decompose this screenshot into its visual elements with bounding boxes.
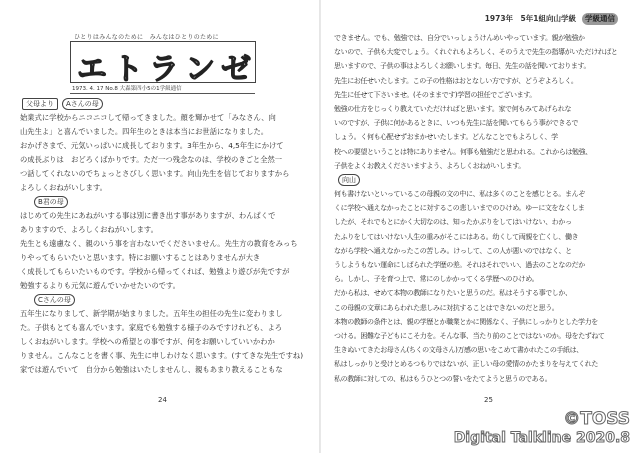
text-line: 何も書けないといっているこの母親の文の中に、私は多くのことを感じとる。まんぞ: [334, 190, 585, 199]
text-line: 先生にお任せいたします。この子の性格はおとなしい方ですが、どうぞよろしく。: [334, 76, 578, 85]
text-line: ないので、子供も大変でしょう。くれぐれもよろしく、そのうえで先生の指導がいただければと: [334, 48, 618, 57]
newsletter-title: エトランゼ: [77, 52, 257, 87]
text-line: 子供をよくお教えくださいますよう、よろしくおねがいします。: [334, 161, 525, 170]
section-tag: B君の母: [34, 196, 68, 208]
newsletter-title-box: [70, 41, 257, 87]
text-line: できません。でも、勉強では、自分でいっしょうけんめいやっています。親が勉強か: [334, 34, 585, 42]
text-line: ら。しかし、子を育つ上で、常にのしかかってくる学歴へのひけめ。: [334, 275, 539, 284]
text-line: の成長ぶりは おどろくばかりです。ただ一つ残念なのは、学校のきごと全然一: [20, 155, 283, 164]
text-line: りやってもらいたいと思います。特にお願いすることはありませんが大き: [20, 253, 261, 262]
page-number: 24: [158, 396, 167, 404]
text-line: 五年生になりまして、新学期が始まりました。五年生の担任の先生に変わりまし: [20, 309, 283, 318]
text-line: よろしくおねがいします。: [20, 183, 107, 192]
issue-line: 1973. 4. 17 No.8 大森第四小5の1学級通信: [72, 86, 182, 92]
text-line: 先生に任せて下さいませ。(そのままです)学習の担任でございます。: [334, 90, 536, 99]
text-line: 校への要望ということは特にありません。何事も勉強だと思われる。これからは勉強、: [334, 147, 592, 156]
text-line: おかげさまで、元気いっぱいに成長しております。3年生から、4,5年生にかけて: [20, 141, 284, 150]
text-line: 生きぬいてきたお母さん(ちくの文母さん)万感の思いをこめて書かれたこの手紙は、: [334, 346, 583, 355]
right-body: [334, 31, 618, 386]
text-line: うしようもない運命にしばられた学歴の差。それはそれでいい、過去のことなのだか: [334, 261, 585, 269]
text-line: たふりをしてはいけない人生の重みがそこにはある。幼くして両親を亡くし、働き: [334, 232, 579, 241]
text-line: つける。困難な子どもにこそ力を。そんな事、当たり前のことではないのか。母をたずねて: [334, 331, 605, 340]
text-line: 思いますので、子供の事はよろしくお願いします。毎日、先生の話を聞いております。: [334, 62, 591, 71]
text-line: 始業式に学校からニコニコして帰ってきました。顔を輝かせて「みなさん、向: [20, 113, 276, 122]
text-line: 私はしっかりと受けとめるつもりではないが、正しい母の愛情のかたまりを与えてくれた: [334, 360, 598, 369]
text-line: ありますので、よろしくおねがいします。: [20, 225, 158, 234]
text-line: したが、それでもとにかく大切なのは、知ったかぶりをしてはいけない、わかっ: [334, 218, 572, 227]
text-line: く成長してもらいたいものです。学校から帰ってくれば、勉強より遊びが先ですが: [20, 267, 290, 276]
text-line: りません。こんなことを書く事、先生に申しわけなく思います。(すてきな先生ですね): [20, 351, 304, 360]
text-line: しくおねがいします。学校への希望との事ですが、何をお願いしていいかわか: [20, 337, 275, 346]
text-line: しょう。く何も心配せずおまかせいたします。どんなことでもよろしく、学: [334, 133, 558, 142]
text-line: この母親の文章にあらわれた悲しみに対抗することはできないのだと思う。: [334, 303, 559, 312]
section-tag: 父母より: [22, 98, 58, 110]
header-badge: 学級通信: [582, 13, 618, 25]
header-divider: [70, 93, 255, 94]
text-line: 勉強の仕方をじっくり教えていただければと思います。家で何もみてあげられな: [334, 104, 572, 113]
section-tag: Cさんの母: [34, 294, 75, 306]
text-line: はじめての先生にあねがいする事は別に書き出す事がありますが、わんぱくで: [20, 211, 276, 220]
text-line: 先生とも遠慮なく、親のいう事を言わないでくださいません。先生方の教育をみっち: [20, 239, 298, 248]
newsletter-motto: ひとりはみんなのために みんなはひとりのために: [74, 34, 219, 41]
text-line: くに学校へ通えなかったことに対するこの悲しいまでのひけめ。ゆーに文をなくしま: [334, 204, 585, 213]
text-line: 勉強するよりも元気に遊んでいかせたいのです。: [20, 281, 180, 290]
text-line: 本物の教師の条件とは、親の学歴とか職業とかに関係なく、子供にしっかりとした学力を: [334, 317, 598, 326]
text-line: 家では遊んでいて 自分から勉強はいたしませんし、親もあまり教えることもな: [20, 365, 283, 374]
running-header: [485, 13, 618, 25]
copyright-watermark: ©TOSS: [563, 409, 630, 429]
text-line: 山先生よ」と喜んでいました。四年生のときは本当にお世話になりました。: [20, 127, 269, 136]
header-text: 1973年 5年1組向山学級: [484, 14, 576, 23]
text-line: 私の教師に対しての、私はもうひとつの誓いをたてようと思うのである。: [334, 374, 552, 383]
section-tag: Aさんの母: [62, 98, 103, 110]
text-line: いのですが、子供に何かあるときに、いつも先生に話を聞いてもらう事ができるで: [334, 119, 579, 128]
text-line: だから私は、せめて本物の教師になりたいと思うのだ。私はそうする事でしか、: [334, 289, 572, 298]
left-body: [20, 97, 303, 377]
page-number: 25: [484, 396, 493, 404]
series-watermark: Digital Talkline 2020.8: [453, 430, 630, 446]
section-tag: 向山: [338, 174, 360, 186]
text-line: つ話してくれないのでちょっとさびしく思います。向山先生を信じておりますから: [20, 169, 290, 178]
text-line: ながら学校へ通えなかったこの苦しみ。けっして、この人が悪いのではなく、と: [334, 246, 572, 255]
text-line: た。子供もとても喜んでいます。家庭でも勉強する様子のみですけれども、よろ: [20, 323, 283, 332]
right-page: [320, 0, 640, 453]
